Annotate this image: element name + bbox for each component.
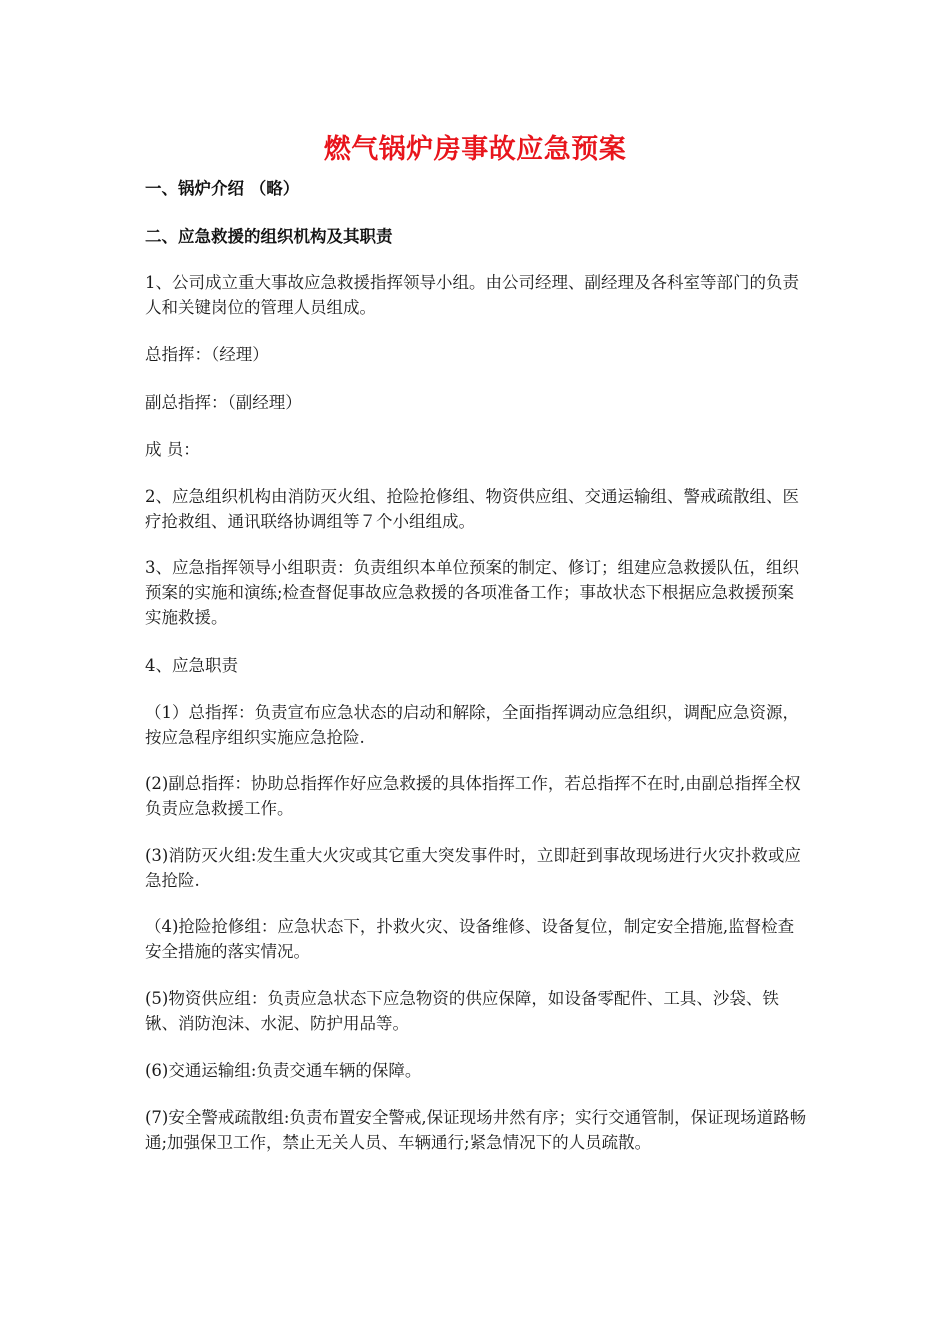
duty-item-5: (5)物资供应组：负责应急状态下应急物资的供应保障，如设备零配件、工具、沙袋、铁锹、消防泡沫、水泥、防护用品等。 <box>145 989 779 1033</box>
duty-item-6: (6)交通运输组:负责交通车辆的保障。 <box>145 1061 422 1080</box>
paragraph-deputy-commander: 副总指挥：（副经理） <box>145 393 302 412</box>
paragraph-commander: 总指挥：（经理） <box>145 345 269 364</box>
paragraph-1: 1、公司成立重大事故应急救援指挥领导小组。由公司经理、副经理及各科室等部门的负责人和关键岗位的管理人员组成。 <box>145 273 799 317</box>
paragraph-members: 成 员： <box>145 440 200 459</box>
section-heading-boiler-intro: 一、锅炉介绍 （略） <box>145 179 300 198</box>
duty-item-1: （1）总指挥：负责宣布应急状态的启动和解除，全面指挥调动应急组织，调配应急资源，按应急程序组织实施应急抢险. <box>145 703 799 747</box>
section-heading-organization: 二、应急救援的组织机构及其职责 <box>145 227 393 246</box>
duty-item-4: （4)抢险抢修组：应急状态下，扑救火灾、设备维修、设备复位，制定安全措施,监督检查安全措施的落实情况。 <box>145 917 795 961</box>
paragraph-2: 2、应急组织机构由消防灭火组、抢险抢修组、物资供应组、交通运输组、警戒疏散组、医疗抢救组、通讯联络协调组等７个小组组成。 <box>145 487 799 531</box>
document-title: 燃气锅炉房事故应急预案 <box>323 134 627 165</box>
duty-item-2: (2)副总指挥：协助总指挥作好应急救援的具体指挥工作，若总指挥不在时,由副总指挥全权负责应急救援工作。 <box>145 774 801 818</box>
duty-item-3: (3)消防灭火组:发生重大火灾或其它重大突发事件时，立即赶到事故现场进行火灾扑救或应急抢险. <box>145 846 801 890</box>
paragraph-3: 3、应急指挥领导小组职责：负责组织本单位预案的制定、修订；组建应急救援队伍，组织预案的实施和演练;检查督促事故应急救援的各项准备工作；事故状态下根据应急救援预案实施救援。 <box>145 558 799 627</box>
duty-item-7: (7)安全警戒疏散组:负责布置安全警戒,保证现场井然有序；实行交通管制，保证现场道路畅通;加强保卫工作，禁止无关人员、车辆通行;紧急情况下的人员疏散。 <box>145 1108 807 1152</box>
paragraph-4: 4、应急职责 <box>145 656 238 675</box>
